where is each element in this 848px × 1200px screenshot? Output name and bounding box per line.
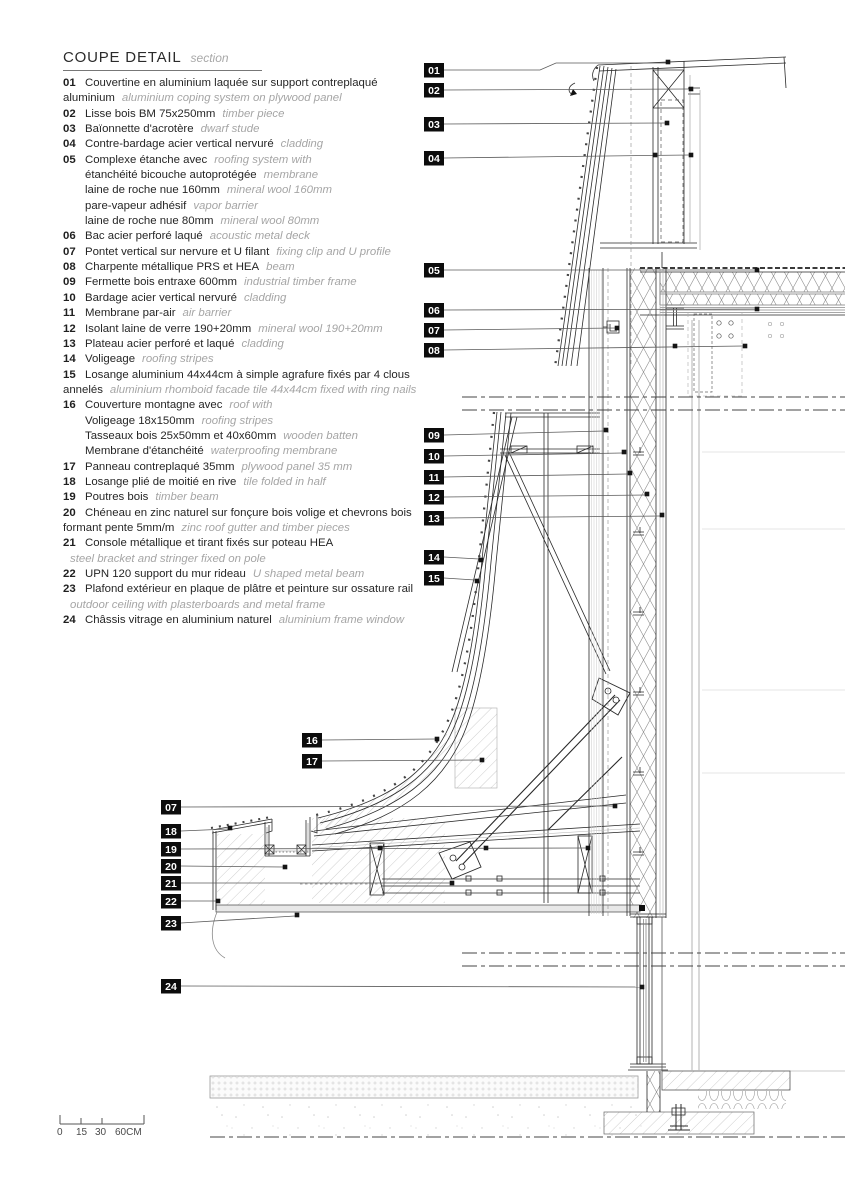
svg-text:16: 16 [306,735,318,747]
svg-text:24: 24 [165,981,177,993]
leader-line-14 [444,557,479,559]
legend-text-english: timber piece [222,107,285,120]
legend-text-english: industrial timber frame [243,276,357,289]
callout-tag-10 [424,449,444,464]
legend-text-french: Console métallique et tirant fixés sur poteau HEA [85,537,334,550]
callout-tag-18 [161,824,181,839]
leader-marker [586,846,591,851]
legend-item-number: 08 [63,261,76,274]
callout-tag-20 [161,859,181,874]
callout-tag-19 [161,842,181,857]
legend-text-english: outdoor ceiling with plasterboards and metal frame [70,598,326,611]
legend-text-english: membrane [263,169,319,182]
callout-tag-21 [161,876,181,891]
leader-line-07 [444,328,615,330]
scale-label-30: 30 [95,1127,107,1138]
svg-text:23: 23 [165,918,177,930]
leader-marker [665,121,670,126]
legend-text-english: vapor barrier [193,199,258,212]
legend-text-english: waterproofing membrane [210,445,338,458]
legend-text-english: aluminium frame window [278,614,405,627]
legend-text-english: beam [266,261,295,274]
legend-text-english: cladding [243,291,287,304]
legend-item-number: 10 [63,291,76,304]
svg-text:12: 12 [428,492,440,504]
svg-text:19: 19 [165,844,177,856]
leader-line-11 [444,474,628,477]
legend-item-number: 03 [63,123,76,136]
legend-text-french: Membrane par-air [85,307,176,320]
legend-text-french: formant pente 5mm/m [63,521,175,534]
legend-text-french: Voligeage [85,353,136,366]
callout-tag-16 [302,733,322,748]
legend-text-english: aluminium rhomboid facade tile 44x44cm fixed with ring nails [109,383,417,396]
callout-tag-09 [424,428,444,443]
legend-item-number: 22 [63,568,76,580]
page-subtitle: section [190,51,229,65]
legend-text-french: Losange plié de moitié en rive [85,475,237,488]
legend-text-french: Isolant laine de verre 190+20mm [85,322,252,335]
legend-text-english: roofing stripes [201,414,274,427]
svg-text:17: 17 [306,756,318,768]
legend-text-french: Châssis vitrage en aluminium naturel [85,614,272,627]
callout-tag-06 [424,303,444,318]
legend-item-number: 06 [63,230,76,243]
svg-text:08: 08 [428,345,440,357]
leader-marker [755,307,760,312]
leader-line-08 [444,346,743,350]
svg-text:07: 07 [165,802,177,814]
svg-text:04: 04 [428,153,440,165]
leader-marker [295,913,300,918]
legend-item-number: 21 [63,537,76,550]
svg-text:21: 21 [165,878,177,890]
leader-marker [216,899,221,904]
leader-line-10 [444,453,622,456]
leader-marker [378,846,383,851]
legend-text-english: tile folded in half [243,475,326,488]
callout-tag-24 [161,979,181,994]
svg-text:09: 09 [428,430,440,442]
callout-tag-02 [424,83,444,98]
leader-line-02 [444,89,689,90]
leader-marker [673,344,678,349]
legend-text-english: roofing stripes [142,353,214,366]
callout-tag-07 [161,800,181,815]
legend-text-french: pare-vapeur adhésif [85,199,187,212]
legend-text-french: UPN 120 support du mur rideau [85,568,246,580]
svg-text:10: 10 [428,451,440,463]
svg-text:22: 22 [165,896,177,908]
legend-item-number: 19 [63,491,76,504]
leader-marker [689,87,694,92]
legend-item-number: 12 [63,322,76,335]
legend-item-number: 23 [63,583,76,596]
legend-text-english: roofing system with [214,153,312,166]
legend-text-french: laine de roche nue 80mm [85,215,214,228]
leader-line-24 [181,986,640,987]
leader-marker [755,268,760,273]
leader-marker [479,558,484,563]
legend-text-english: timber beam [155,491,219,504]
leader-line-16 [322,739,435,740]
legend-text-french: Bac acier perforé laqué [85,230,203,243]
svg-text:18: 18 [165,826,177,838]
legend-text-french: Membrane d'étanchéité [85,445,204,458]
legend-text-french: aluminium [63,92,115,105]
callout-tag-14 [424,550,444,565]
leader-marker [689,153,694,158]
legend-item-number: 18 [63,475,76,488]
legend-text-french: Contre-bardage acier vertical nervuré [85,138,274,151]
scale-label-60: 60CM [115,1127,142,1138]
svg-text:14: 14 [428,552,440,564]
callout-tag-23 [161,916,181,931]
svg-text:13: 13 [428,513,440,525]
legend-text-english: plywood panel 35 mm [241,460,353,473]
legend-item-number: 20 [63,506,76,519]
svg-text:01: 01 [428,65,440,77]
callout-tag-04 [424,151,444,166]
leader-marker [628,471,633,476]
callout-tag-13 [424,511,444,526]
leader-marker [604,428,609,433]
legend-text-french: Plateau acier perforé et laqué [85,337,235,350]
scale-label-0: 0 [57,1127,63,1138]
leader-marker [613,804,618,809]
legend-item-number: 24 [63,614,76,627]
leader-marker [622,450,627,455]
callout-tag-17 [302,754,322,769]
legend-text-french: Voligeage 18x150mm [85,414,195,427]
svg-text:15: 15 [428,573,440,585]
legend-text-english: aluminium coping system on plywood panel [121,92,342,105]
legend-text-french: Complexe étanche avec [85,153,208,166]
legend-text-french: Pontet vertical sur nervure et U filant [85,245,270,258]
callout-tag-08 [424,343,444,358]
leader-marker [640,985,645,990]
leader-line-01 [444,63,666,70]
legend-text-french: Lisse bois BM 75x250mm [85,107,216,120]
legend-item-number: 07 [63,245,76,258]
legend-item-number: 13 [63,337,76,350]
legend-text-english: U shaped metal beam [252,568,365,580]
legend-text-french: Charpente métallique PRS et HEA [85,261,260,274]
leader-line-07 [181,806,613,807]
legend-text-french: Fermette bois entraxe 600mm [85,276,237,289]
legend-text-french: étanchéité bicouche autoprotégée [85,169,257,182]
callout-tag-12 [424,490,444,505]
legend-text-french: Couvertine en aluminium laquée sur support contreplaqué [85,77,378,89]
leader-line-04 [444,155,689,158]
leader-line-09 [444,431,604,435]
legend-text-french: Poutres bois [85,491,149,504]
legend-item-number: 02 [63,107,76,120]
leader-marker [743,344,748,349]
leader-line-06 [444,309,755,310]
leader-marker [475,579,480,584]
leader-line-12 [444,495,645,497]
leader-line-15 [444,578,475,580]
leader-marker [615,326,620,331]
callout-tag-05 [424,263,444,278]
svg-text:11: 11 [428,472,440,484]
callout-tag-11 [424,470,444,485]
legend-text-english: cladding [241,337,284,350]
legend-item-number: 04 [63,138,76,151]
legend-text-french: Tasseaux bois 25x50mm et 40x60mm [85,429,277,442]
legend-text-english: mineral wool 190+20mm [258,322,383,335]
leader-marker [450,881,455,886]
leader-marker [653,153,658,158]
legend-text-french: annelés [63,383,103,396]
legend-text-english: acoustic metal deck [209,230,310,243]
legend-text-english: fixing clip and U profile [276,245,391,258]
leader-line-20 [181,866,283,867]
legend-item-number: 17 [63,460,76,473]
leader-marker [283,865,288,870]
legend-text-french: Baïonnette d'acrotère [85,123,194,136]
svg-text:05: 05 [428,265,440,277]
leader-marker [480,758,485,763]
page-title: COUPE DETAIL [63,49,182,66]
legend-text-french: Couverture montagne avec [85,399,223,412]
legend-text-english: dwarf stude [200,123,260,136]
leader-marker [435,737,440,742]
leader-line-23 [181,916,295,923]
callout-tag-01 [424,63,444,78]
callout-tag-15 [424,571,444,586]
leader-marker [645,492,650,497]
legend-item-number: 16 [63,399,76,412]
legend-text-french: Chéneau en zinc naturel sur fonçure bois volige et chevrons bois [85,506,412,519]
legend-text-english: mineral wool 160mm [226,184,332,197]
legend-text-french: Plafond extérieur en plaque de plâtre et peinture sur ossature rail [85,583,413,596]
legend-item-number: 14 [63,353,76,366]
legend-text-french: Losange aluminium 44x44cm à simple agrafure fixés par 4 clous [85,368,410,381]
scale-label-15: 15 [76,1127,88,1138]
legend-text-french: Bardage acier vertical nervuré [85,291,237,304]
svg-text:07: 07 [428,325,440,337]
leader-line-18 [181,829,228,831]
leader-line-03 [444,123,665,124]
legend-text-english: air barrier [182,307,232,320]
leader-marker [228,826,233,831]
legend-text-english: mineral wool 80mm [220,215,320,228]
legend-item-number: 15 [63,368,76,381]
leader-line-19 [181,848,586,849]
legend-text-french: laine de roche nue 160mm [85,184,220,197]
legend-item-number: 05 [63,153,76,166]
svg-text:20: 20 [165,861,177,873]
svg-text:06: 06 [428,305,440,317]
legend-text-english: wooden batten [283,429,358,442]
legend-text-english: cladding [280,138,324,151]
callout-tag-22 [161,894,181,909]
legend-text-english: roof with [229,399,273,412]
leader-marker [484,846,489,851]
svg-text:02: 02 [428,85,440,97]
leader-marker [666,60,671,65]
leader-line-13 [444,516,660,518]
legend-item-number: 11 [63,307,76,320]
leader-marker [660,513,665,518]
callout-tag-03 [424,117,444,132]
legend-item-number: 09 [63,276,76,289]
legend-text-english: zinc roof gutter and timber pieces [181,521,350,534]
legend-text-english: steel bracket and stringer fixed on pole [70,552,266,565]
leader-line-17 [322,760,480,761]
legend-text-french: Panneau contreplaqué 35mm [85,460,235,473]
callout-tag-07 [424,323,444,338]
svg-text:03: 03 [428,119,440,131]
legend-item-number: 01 [63,77,76,89]
